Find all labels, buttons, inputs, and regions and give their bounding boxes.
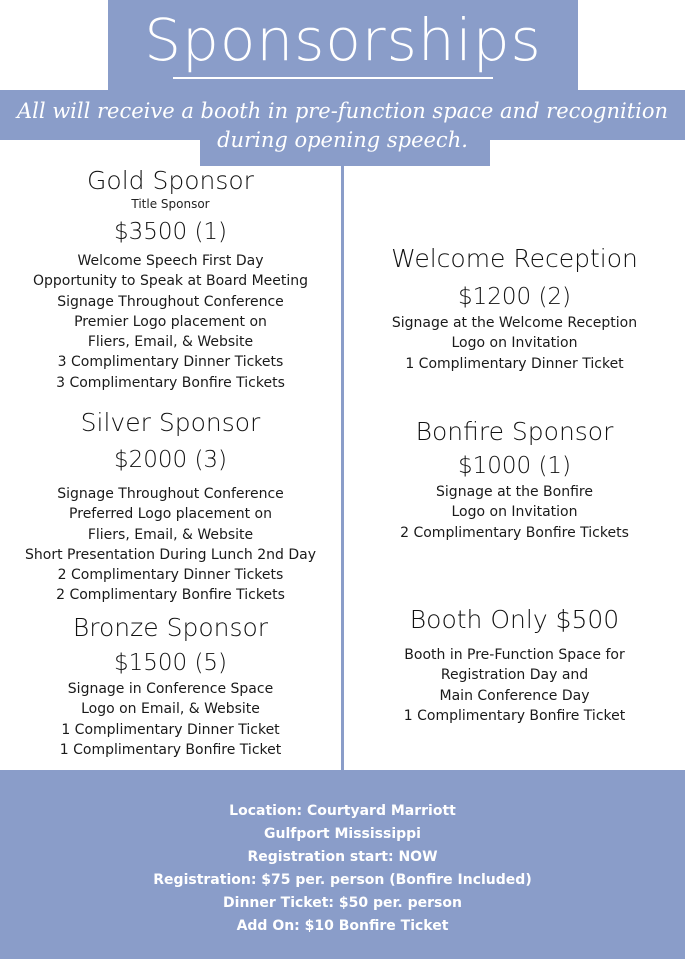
silver-heading: Silver Sponsor <box>80 408 261 437</box>
intro-line-1: All will receive a booth in pre-function space and recognition <box>16 99 669 123</box>
welcome-heading: Welcome Reception <box>391 244 638 273</box>
benefit-line: 1 Complimentary Bonfire Ticket <box>403 707 626 724</box>
bronze-price: $1500 (5) <box>113 650 228 676</box>
booth-benefits <box>344 645 685 726</box>
benefit-line: Preferred Logo placement on <box>69 506 272 523</box>
bonfire-sponsor-section <box>344 417 685 543</box>
silver-sponsor-section <box>0 408 341 606</box>
benefit-line: Signage Throughout Conference <box>57 293 284 310</box>
benefit-line: Short Presentation During Lunch 2nd Day <box>25 546 316 563</box>
booth-only-section <box>344 605 685 726</box>
benefit-line: 2 Complimentary Bonfire Tickets <box>400 524 629 541</box>
benefit-line: 1 Complimentary Bonfire Ticket <box>59 741 282 758</box>
benefit-line: 1 Complimentary Dinner Ticket <box>405 355 624 372</box>
intro-text <box>0 97 685 155</box>
benefit-line: Signage in Conference Space <box>67 681 274 697</box>
silver-price: $2000 (3) <box>113 447 228 473</box>
benefit-line: 3 Complimentary Bonfire Tickets <box>56 374 285 391</box>
benefit-line: Opportunity to Speak at Board Meeting <box>32 273 309 290</box>
intro-line-2: during opening speech. <box>217 128 468 152</box>
page-title: Sponsorships <box>144 6 542 74</box>
title-underline <box>173 77 493 79</box>
dinner-ticket-line: Dinner Ticket: $50 per. person <box>223 895 462 911</box>
benefit-line: Booth in Pre-Function Space for <box>404 647 625 663</box>
benefit-line: Signage at the Bonfire <box>436 484 593 500</box>
welcome-reception-section <box>344 244 685 374</box>
benefit-line: Main Conference Day <box>439 687 590 704</box>
bronze-sponsor-section <box>0 613 341 760</box>
bronze-benefits <box>0 679 341 760</box>
benefit-line: Fliers, Email, & Website <box>87 526 254 543</box>
bronze-heading: Bronze Sponsor <box>72 613 269 642</box>
silver-benefits <box>0 484 341 606</box>
benefit-line: Signage at the Welcome Reception <box>391 315 638 331</box>
benefit-line: Signage Throughout Conference <box>57 486 284 502</box>
gold-subheading: Title Sponsor <box>131 197 210 211</box>
benefit-line: Registration Day and <box>440 667 589 684</box>
booth-heading: Booth Only $500 <box>409 605 620 634</box>
city-line: Gulfport Mississippi <box>264 826 421 842</box>
benefit-line: 3 Complimentary Dinner Tickets <box>57 354 284 371</box>
gold-benefits <box>0 251 341 393</box>
benefit-line: Logo on Invitation <box>451 504 578 521</box>
benefit-line: Fliers, Email, & Website <box>87 334 254 351</box>
location-line: Location: Courtyard Marriott <box>229 803 456 819</box>
benefit-line: Logo on Email, & Website <box>81 701 260 718</box>
gold-heading: Gold Sponsor <box>87 166 254 195</box>
registration-start-line: Registration start: NOW <box>247 849 438 865</box>
event-details <box>0 800 685 938</box>
addon-line: Add On: $10 Bonfire Ticket <box>236 918 449 934</box>
benefit-line: 2 Complimentary Bonfire Tickets <box>56 587 285 604</box>
registration-price-line: Registration: $75 per. person (Bonfire Included) <box>153 872 532 888</box>
benefit-line: 2 Complimentary Dinner Tickets <box>57 567 284 584</box>
welcome-price: $1200 (2) <box>457 284 572 310</box>
gold-price: $3500 (1) <box>113 219 228 245</box>
benefit-line: 1 Complimentary Dinner Ticket <box>61 721 280 738</box>
welcome-benefits <box>344 313 685 374</box>
bonfire-heading: Bonfire Sponsor <box>415 417 614 446</box>
bonfire-price: $1000 (1) <box>457 453 572 479</box>
gold-sponsor-section <box>0 166 341 393</box>
benefit-line: Welcome Speech First Day <box>77 253 264 269</box>
benefit-line: Premier Logo placement on <box>74 313 267 330</box>
benefit-line: Logo on Invitation <box>451 335 578 352</box>
bonfire-benefits <box>344 482 685 543</box>
